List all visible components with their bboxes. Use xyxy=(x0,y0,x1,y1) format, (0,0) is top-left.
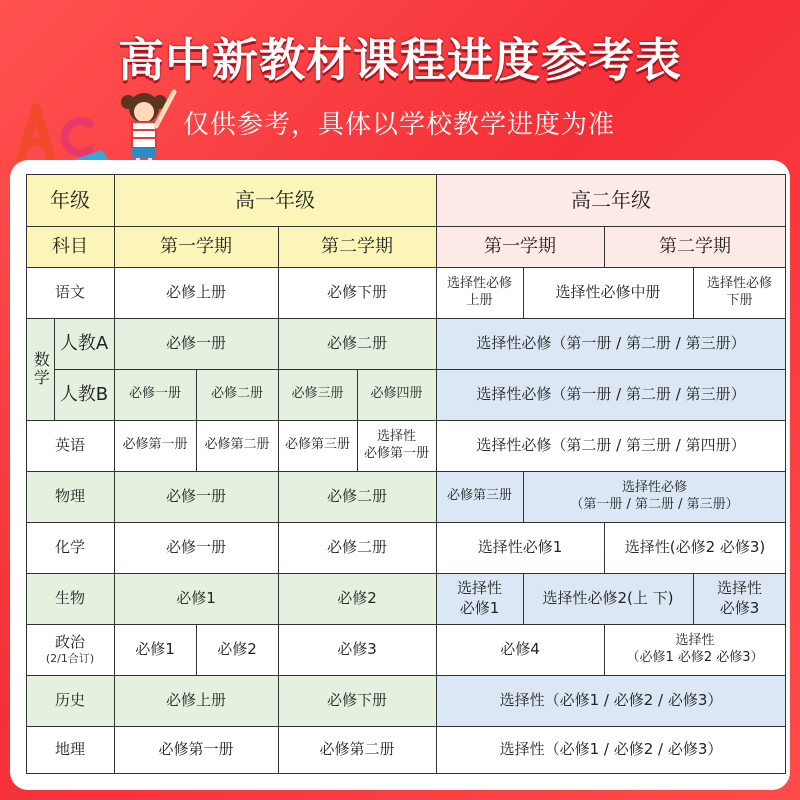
cell-border-left xyxy=(436,522,437,573)
cell-border-left xyxy=(26,174,27,226)
cell-border-top xyxy=(523,573,693,574)
english-2: 必修第二册 xyxy=(204,437,270,453)
cell-border-left xyxy=(54,318,55,369)
cell-border-left xyxy=(114,318,115,369)
subject-physics: 物理 xyxy=(26,471,114,522)
cell-border-left xyxy=(114,174,115,226)
cell-border-left xyxy=(114,420,115,471)
physics-g1t2: 必修二册 xyxy=(278,471,436,522)
grade1-header: 高一年级 xyxy=(114,174,436,226)
subject-label: 科目 xyxy=(26,226,114,267)
cell-border-left xyxy=(26,267,27,318)
cell-border-top xyxy=(196,624,278,625)
biology-g2-c-line2: 必修3 xyxy=(719,598,760,617)
physics-g2-b-line1: 选择性必修 xyxy=(621,479,687,495)
cell-border-top xyxy=(604,226,786,227)
cell-border-left xyxy=(26,675,27,726)
cell-border-left xyxy=(196,624,197,675)
cell-border-top xyxy=(26,267,114,268)
cell-border-top xyxy=(278,726,436,727)
cell-border-left xyxy=(114,624,115,675)
cell-border-left xyxy=(114,726,115,774)
geography-g2: 选择性（必修1 / 必修2 / 必修3） xyxy=(499,740,723,759)
cell-border-left xyxy=(26,226,27,267)
math-a-g1t1: 必修一册 xyxy=(114,318,278,369)
cell-border-left xyxy=(278,267,279,318)
chinese-g1t1: 必修上册 xyxy=(165,282,226,301)
cell-border-left xyxy=(278,522,279,573)
cell-border-top xyxy=(436,522,604,523)
politics-4: 必修4 xyxy=(500,639,540,658)
cell-border-left xyxy=(523,267,524,318)
cell-border-top xyxy=(26,318,54,319)
subject-math: 数学 xyxy=(26,318,54,420)
cell-border-top xyxy=(278,624,436,625)
g1-term1-header: 第一学期 xyxy=(114,226,278,267)
cell-border-top xyxy=(278,420,357,421)
cell-border-top xyxy=(54,318,114,319)
biology-g2-a-line2: 必修1 xyxy=(459,598,500,617)
cell-border-left xyxy=(357,420,358,471)
cell-border-left xyxy=(436,726,437,774)
cell-border-top xyxy=(26,675,114,676)
cell-border-top xyxy=(114,675,278,676)
subject-geography: 地理 xyxy=(54,740,85,759)
politics-subject-label: 政治 xyxy=(54,632,85,651)
biology-g2-c-line1: 选择性 xyxy=(716,579,762,597)
chinese-g2-c-line2: 下册 xyxy=(726,292,753,308)
physics-g1t1: 必修一册 xyxy=(114,471,278,522)
cell-border-left xyxy=(114,675,115,726)
chinese-g2-b: 选择性必修中册 xyxy=(555,282,661,301)
cell-border-left xyxy=(436,226,437,267)
cell-border-left xyxy=(278,318,279,369)
page-title: 高中新教材课程进度参考表 xyxy=(118,33,682,87)
chinese-g2-c xyxy=(693,267,786,318)
cell-border-top xyxy=(196,369,278,370)
cell-border-left xyxy=(436,624,437,675)
cell-border-top xyxy=(436,471,523,472)
cell-border-top xyxy=(114,369,196,370)
cell-border-top xyxy=(357,420,436,421)
cell-border-left xyxy=(196,420,197,471)
cell-border-top xyxy=(196,420,278,421)
cell-border-left xyxy=(436,174,437,226)
math-a-g2: 选择性必修（第一册 / 第二册 / 第三册） xyxy=(436,318,786,369)
politics-3: 必修3 xyxy=(337,639,377,658)
chinese-g2-c-line1: 选择性必修 xyxy=(706,275,772,291)
cell-border-left xyxy=(278,226,279,267)
subject-politics xyxy=(26,624,114,675)
chinese-g1t2: 必修下册 xyxy=(326,282,387,301)
cell-border-top xyxy=(436,573,523,574)
chinese-g2-a-line1: 选择性必修 xyxy=(446,275,512,291)
cell-border-left xyxy=(523,471,524,522)
geography-g1t2: 必修第二册 xyxy=(319,740,395,759)
history-g2: 选择性（必修1 / 必修2 / 必修3） xyxy=(436,675,786,726)
cell-border-top xyxy=(26,624,114,625)
cell-border-top xyxy=(26,522,114,523)
cell-border-top xyxy=(114,522,278,523)
chemistry-g2t2: 选择性(必修2 必修3) xyxy=(624,537,766,556)
math-b-3: 必修三册 xyxy=(278,369,357,420)
schedule-table xyxy=(26,174,786,774)
cell-border-top xyxy=(604,624,786,625)
politics-2: 必修2 xyxy=(217,639,257,658)
politics-5-line2: （必修1 必修2 必修3） xyxy=(626,649,764,665)
cell-border-left xyxy=(693,267,694,318)
subject-chinese: 语文 xyxy=(54,282,85,301)
physics-g2-b-line2: （第一册 / 第二册 / 第三册） xyxy=(570,496,739,512)
schedule-card xyxy=(10,160,790,790)
history-g1t2: 必修下册 xyxy=(278,675,436,726)
subject-biology: 生物 xyxy=(26,573,114,624)
cell-border-top xyxy=(278,675,436,676)
politics-5-line1: 选择性 xyxy=(675,632,715,648)
cell-border-top xyxy=(114,471,278,472)
physics-g2-b xyxy=(523,471,786,522)
cell-border-top xyxy=(54,369,114,370)
cell-border-left xyxy=(114,226,115,267)
cell-border-left xyxy=(278,675,279,726)
chemistry-g1t2: 必修二册 xyxy=(326,537,387,556)
cell-border-left xyxy=(436,267,437,318)
english-1: 必修第一册 xyxy=(122,437,188,453)
english-g2: 选择性必修（第二册 / 第三册 / 第四册） xyxy=(476,435,746,454)
cell-border-left xyxy=(436,420,437,471)
cell-border-top xyxy=(278,573,436,574)
cell-border-left xyxy=(436,573,437,624)
cell-border-top xyxy=(604,522,786,523)
math-b-1: 必修一册 xyxy=(114,369,196,420)
cell-border-left xyxy=(436,318,437,369)
cell-border-top xyxy=(114,174,436,175)
politics-note: (2/1合订) xyxy=(45,652,95,666)
math-b-label: 人教B xyxy=(54,369,114,420)
g2-term2-header: 第二学期 xyxy=(604,226,786,267)
biology-g2-a-line1: 选择性 xyxy=(456,579,502,597)
politics-1: 必修1 xyxy=(135,639,175,658)
geography-g1t1: 必修第一册 xyxy=(158,740,234,759)
cell-border-left xyxy=(436,369,437,420)
page-subtitle: 仅供参考，具体以学校教学进度为准 xyxy=(183,110,616,140)
cell-border-left xyxy=(436,675,437,726)
cell-border-top xyxy=(26,471,114,472)
cell-border-top xyxy=(26,226,114,227)
chinese-g2-a-line2: 上册 xyxy=(466,292,493,308)
cell-border-top xyxy=(436,624,604,625)
cell-border-left xyxy=(26,573,27,624)
cell-border-top xyxy=(357,369,436,370)
cell-border-top xyxy=(436,675,786,676)
math-b-2: 必修二册 xyxy=(196,369,278,420)
g2-term1-header: 第一学期 xyxy=(436,226,604,267)
cell-border-top xyxy=(278,267,436,268)
table-border-bottom xyxy=(26,773,786,774)
cell-border-top xyxy=(436,267,523,268)
math-b-4: 必修四册 xyxy=(357,369,436,420)
cell-border-top xyxy=(114,267,278,268)
english-4-line1: 选择性 xyxy=(376,428,416,444)
cell-border-left xyxy=(278,420,279,471)
cell-border-left xyxy=(26,471,27,522)
cell-border-top xyxy=(436,318,786,319)
cell-border-left xyxy=(357,369,358,420)
cell-border-left xyxy=(278,726,279,774)
cell-border-top xyxy=(693,267,786,268)
cell-border-left xyxy=(278,573,279,624)
cell-border-left xyxy=(604,624,605,675)
english-4-line2: 必修第一册 xyxy=(363,445,429,461)
cell-border-left xyxy=(114,522,115,573)
cell-border-left xyxy=(278,624,279,675)
biology-g2-a xyxy=(436,573,523,624)
g1-term2-header: 第二学期 xyxy=(278,226,436,267)
cell-border-left xyxy=(436,471,437,522)
cell-border-top xyxy=(114,420,196,421)
cell-border-top xyxy=(26,420,114,421)
cell-border-top xyxy=(278,522,436,523)
cell-border-left xyxy=(114,471,115,522)
cell-border-left xyxy=(26,624,27,675)
english-3: 必修第三册 xyxy=(284,437,350,453)
cell-border-left xyxy=(114,369,115,420)
cell-border-top xyxy=(114,624,196,625)
subject-english: 英语 xyxy=(54,435,85,454)
cell-border-top xyxy=(436,420,786,421)
cell-border-left xyxy=(278,471,279,522)
cell-border-left xyxy=(278,369,279,420)
physics-g2-a: 必修第三册 xyxy=(436,471,523,522)
cell-border-left xyxy=(26,522,27,573)
cell-border-left xyxy=(26,318,27,420)
cell-border-top xyxy=(436,174,786,175)
cell-border-left xyxy=(114,267,115,318)
cell-border-left xyxy=(26,726,27,774)
cell-border-top xyxy=(436,369,786,370)
cell-border-top xyxy=(278,369,357,370)
cell-border-top xyxy=(436,226,604,227)
cell-border-top xyxy=(26,726,114,727)
biology-g1t2: 必修2 xyxy=(278,573,436,624)
cell-border-left xyxy=(114,573,115,624)
cell-border-left xyxy=(196,369,197,420)
cell-border-top xyxy=(26,573,114,574)
biology-g2-b: 选择性必修2(上 下) xyxy=(523,573,693,624)
subject-chemistry: 化学 xyxy=(54,537,85,556)
cell-border-left xyxy=(54,369,55,420)
cell-border-top xyxy=(523,471,786,472)
history-g1t1: 必修上册 xyxy=(114,675,278,726)
english-4 xyxy=(357,420,436,471)
cell-border-top xyxy=(523,267,693,268)
biology-g1t1: 必修1 xyxy=(114,573,278,624)
chemistry-g1t1: 必修一册 xyxy=(165,537,226,556)
subject-history: 历史 xyxy=(26,675,114,726)
cell-border-top xyxy=(436,726,786,727)
cell-border-left xyxy=(523,573,524,624)
cell-border-left xyxy=(604,522,605,573)
math-a-label: 人教A xyxy=(54,318,114,369)
cell-border-left xyxy=(26,420,27,471)
cell-border-top xyxy=(114,726,278,727)
cell-border-top xyxy=(278,318,436,319)
cell-border-top xyxy=(114,573,278,574)
cell-border-left xyxy=(693,573,694,624)
cell-border-top xyxy=(278,471,436,472)
grade-label: 年级 xyxy=(26,174,114,226)
cell-border-left xyxy=(604,226,605,267)
cell-border-top xyxy=(26,174,114,175)
math-b-g2: 选择性必修（第一册 / 第二册 / 第三册） xyxy=(436,369,786,420)
cell-border-top xyxy=(278,226,436,227)
chinese-g2-a xyxy=(436,267,523,318)
grade2-header: 高二年级 xyxy=(436,174,786,226)
math-a-g1t2: 必修二册 xyxy=(278,318,436,369)
cell-border-top xyxy=(114,226,278,227)
cell-border-top xyxy=(693,573,786,574)
cell-border-top xyxy=(114,318,278,319)
biology-g2-c xyxy=(693,573,786,624)
table-border-right xyxy=(785,174,786,774)
chemistry-g2t1: 选择性必修1 xyxy=(477,537,563,556)
politics-5 xyxy=(604,624,786,675)
